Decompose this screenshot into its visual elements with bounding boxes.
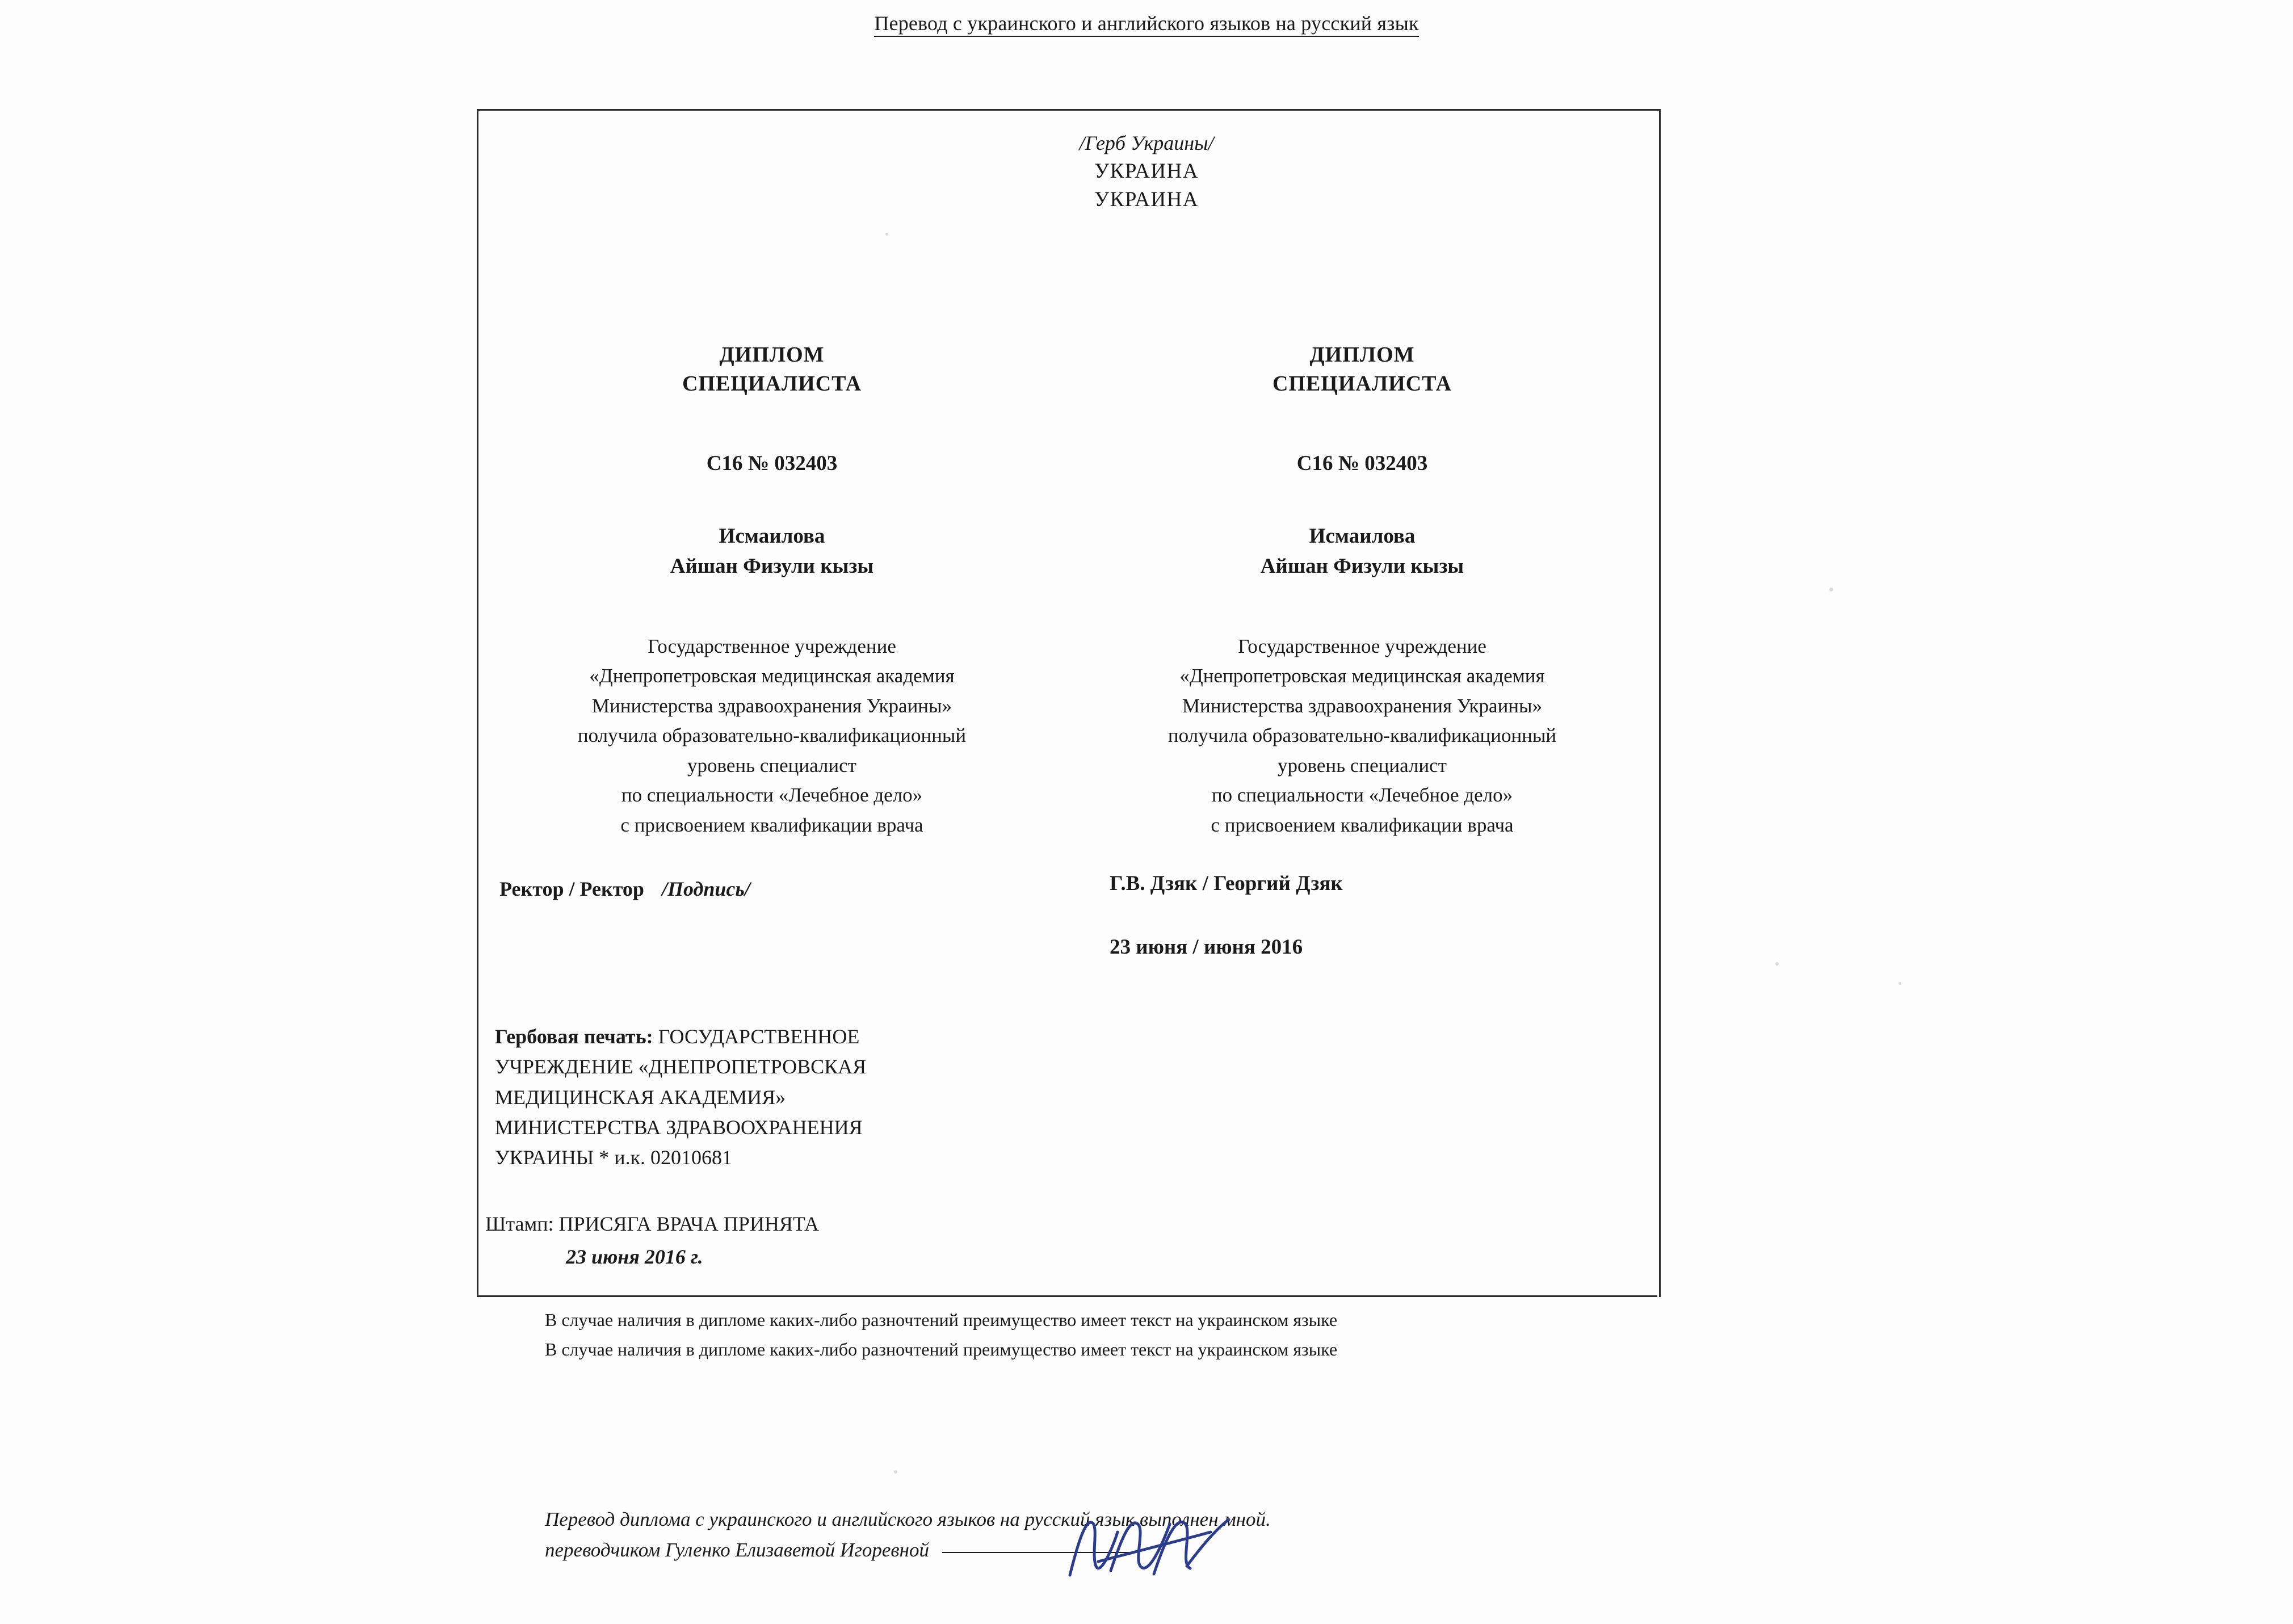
- emblem-block: [0, 129, 2293, 213]
- body-line: получила образовательно-квалификационный: [577, 724, 967, 747]
- holder-surname: Исмаилова: [1309, 524, 1416, 548]
- body-line: Государственное учреждение: [1238, 635, 1486, 657]
- seal-label: Гербовая печать:: [495, 1025, 653, 1048]
- body-line: Министерства здравоохранения Украины»: [1182, 694, 1543, 717]
- diploma-title-line2: СПЕЦИАЛИСТА: [1272, 372, 1452, 396]
- holder-name: [492, 521, 1052, 582]
- holder-surname: Исмаилова: [719, 524, 825, 548]
- seal-line: УЧРЕЖДЕНИЕ «ДНЕПРОПЕТРОВСКАЯ: [495, 1055, 867, 1079]
- diploma-footnotes: [545, 1306, 1337, 1365]
- rector-name: Г.В. Дзяк / Георгий Дзяк: [1110, 872, 1343, 895]
- diploma-column-ukrainian: [477, 341, 1067, 840]
- rector-label: Ректор / Ректор: [499, 878, 644, 900]
- diploma-title-line1: ДИПЛОМ: [719, 343, 825, 367]
- diploma-column-english: [1067, 341, 1657, 840]
- body-line: Министерства здравоохранения Украины»: [591, 694, 952, 717]
- translation-header-note: [0, 11, 2293, 35]
- seal-description: [495, 1022, 1119, 1173]
- signature-mark: /Подпись/: [661, 878, 750, 900]
- diploma-title-line2: СПЕЦИАЛИСТА: [682, 372, 862, 396]
- issue-date: 23 июня / июня 2016: [1110, 935, 1303, 959]
- holder-given-names: Айшан Физули кызы: [1260, 555, 1464, 578]
- diploma-title: [1082, 341, 1643, 399]
- scan-speck: [1829, 588, 1833, 591]
- diploma-columns: [477, 341, 1657, 840]
- country-name-ukrainian: УКРАИНА: [1094, 159, 1199, 183]
- seal-line: ГОСУДАРСТВЕННОЕ: [658, 1025, 860, 1048]
- translator-certification: [545, 1504, 1271, 1566]
- diploma-number: С16 № 032403: [706, 451, 838, 475]
- diploma-border-bottom: [477, 1295, 1657, 1297]
- scan-speck: [894, 1470, 897, 1474]
- country-name-english: УКРАИНА: [1094, 187, 1199, 211]
- translator-signature-rule: [942, 1551, 1129, 1553]
- body-line: с присвоением квалификации врача: [620, 813, 923, 836]
- rector-name-block: [1110, 871, 1343, 960]
- footnote-line: В случае наличия в дипломе каких-либо разночтений преимущество имеет текст на украинском языке: [545, 1338, 1338, 1359]
- diploma-number: С16 № 032403: [1296, 451, 1428, 475]
- body-line: Государственное учреждение: [648, 635, 896, 657]
- oath-stamp-text: ПРИСЯГА ВРАЧА ПРИНЯТА: [558, 1212, 820, 1235]
- diploma-title: [492, 341, 1052, 399]
- rector-signature-line: [499, 877, 750, 901]
- holder-given-names: Айшан Физули кызы: [670, 555, 874, 578]
- diploma-title-line1: ДИПЛОМ: [1309, 343, 1415, 367]
- translation-header-note-text: Перевод с украинского и английского языков на русский язык: [874, 12, 1418, 37]
- diploma-body: [1082, 632, 1643, 841]
- scan-speck: [1899, 982, 1901, 985]
- body-line: получила образовательно-квалификационный: [1168, 724, 1557, 747]
- body-line: «Днепропетровская медицинская академия: [589, 665, 955, 687]
- scan-speck: [1775, 962, 1779, 966]
- seal-line: МИНИСТЕРСТВА ЗДРАВООХРАНЕНИЯ: [495, 1115, 863, 1139]
- body-line: «Днепропетровская медицинская академия: [1179, 665, 1545, 687]
- body-line: уровень специалист: [1278, 754, 1447, 777]
- oath-stamp-description: [485, 1209, 819, 1271]
- translator-statement-line2: переводчиком Гуленко Елизаветой Игоревной: [545, 1539, 929, 1562]
- footnote-line: В случае наличия в дипломе каких-либо разночтений преимущество имеет текст на украинском языке: [545, 1310, 1338, 1330]
- holder-name: [1082, 521, 1643, 582]
- translator-statement-line1: Перевод диплома с украинского и английского языков на русский язык выполнен мной.: [545, 1508, 1271, 1530]
- oath-stamp-date: 23 июня 2016 г.: [566, 1245, 703, 1269]
- emblem-caption: /Герб Украины/: [1079, 132, 1214, 154]
- body-line: с присвоением квалификации врача: [1211, 813, 1514, 836]
- oath-stamp-label: Штамп:: [485, 1212, 554, 1235]
- body-line: уровень специалист: [687, 754, 856, 777]
- body-line: по специальности «Лечебное дело»: [621, 784, 923, 807]
- diploma-body: [492, 632, 1052, 841]
- body-line: по специальности «Лечебное дело»: [1211, 784, 1513, 807]
- seal-line: МЕДИЦИНСКАЯ АКАДЕМИЯ»: [495, 1085, 786, 1109]
- seal-line: УКРАИНЫ * и.к. 02010681: [495, 1146, 733, 1169]
